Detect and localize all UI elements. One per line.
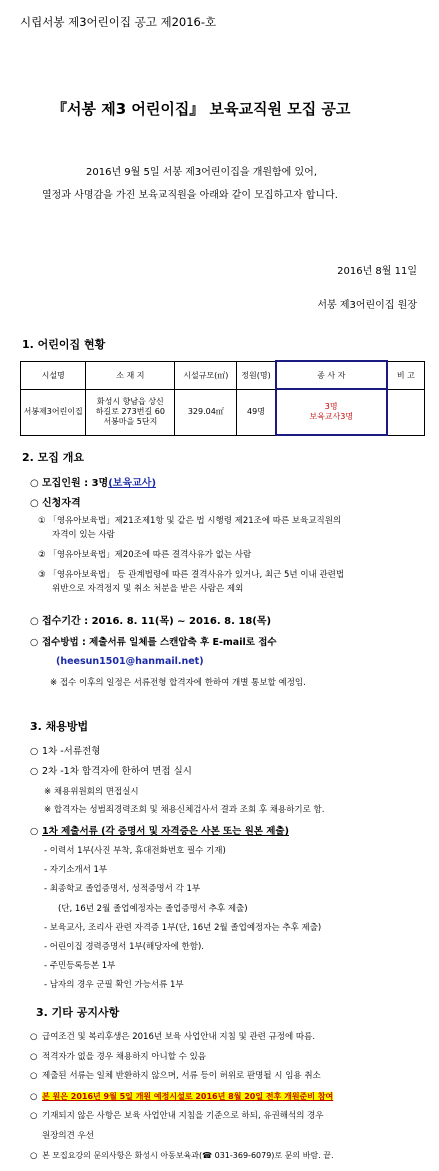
notice-item: ○ 기재되지 않은 사항은 보육 사업안내 지침을 기준으로 하되, 유권해석의 경우 [30,1107,334,1127]
document-item: - 어린이집 경력증명서 1부(해당자에 한함). [44,942,204,953]
step-2-text: 2차 -1차 합격자에 한하여 면접 실시 [42,766,192,777]
page-title: 『서봉 제3 어린이집』 보육교직원 모집 공고 [52,100,351,118]
notice-item: ○ 급여조건 및 복리후생은 2016년 보육 사업안내 지침 및 관련 규정에 따름. [30,1028,334,1048]
table-row [21,389,425,435]
application-email[interactable]: (heesun1501@hanmail.net) [56,656,204,667]
bullet-icon: ○ [30,1151,38,1161]
col-header-name: 시설명 [21,361,86,389]
recruit-count [30,474,156,489]
document-item-cont: (단, 16년 2월 졸업예정자는 졸업증명서 추후 제출) [58,903,248,914]
bullet-icon: ○ [30,746,39,757]
col-header-size: 시설규모(㎡) [175,361,237,389]
address-line: 화성시 향남읍 상신 [96,397,164,406]
signer: 서봉 제3어린이집 원장 [317,300,417,311]
step-note: ※ 채용위원회의 면접실시 [44,787,139,797]
section-3-title: 3. 채용방법 [30,720,89,733]
bullet-icon: ○ [30,616,39,627]
document-item: - 이력서 1부(사진 부착, 휴대전화번호 필수 기재) [44,846,226,856]
bullet-icon: ○ [30,1091,38,1102]
address-line: 하길로 273번길 60 [95,407,165,416]
facility-table [20,360,425,436]
address-line: 서봉마을 5단지 [103,417,158,426]
method-text: 접수방법 : 제출서류 일체를 스캔압축 후 E-mail로 접수 [42,637,277,648]
document-item: - 주민등록등본 1부 [44,961,116,972]
section-1-title: 1. 어린이집 현황 [22,338,106,351]
col-header-address: 소 재 지 [86,361,175,389]
qualification-item-cont: 자격이 있는 사람 [52,530,115,540]
document-item: - 보육교사, 조리사 관련 자격증 1부(단, 16년 2월 졸업예정자는 추후 제출) [44,922,322,933]
bullet-icon: ○ [30,1032,38,1042]
bullet-icon: ○ [30,637,39,648]
cell-name: 서봉제3어린이집 [21,389,86,435]
application-note: ※ 접수 이후의 일정은 서류전형 합격자에 한하여 개별 통보할 예정임. [50,678,306,688]
notice-item-highlight: ○ 본 원은 2016년 9월 5일 개원 예정시설로 2016년 8월 20일 전후 개원준비 참여 [30,1087,334,1108]
document-item: - 자기소개서 1부 [44,865,108,876]
bullet-icon: ○ [30,1071,38,1081]
staff-count: 3명 [324,402,338,411]
recruit-detail: (보육교사) [108,478,157,489]
cell-capacity: 49명 [237,389,276,435]
step-1-text: 1차 -서류전형 [42,746,101,757]
section-2-title: 2. 모집 개요 [22,451,84,464]
step-1 [30,743,100,757]
notice-item-cont: 원장의견 우선 [42,1130,94,1141]
recruit-label: 모집인원 : 3명 [42,478,109,489]
qualification-item-cont: 위반으로 자격정지 및 취소 처분을 받은 사람은 제외 [52,584,244,594]
notice-item: ○ 제출된 서류는 일체 반환하지 않으며, 서류 등이 허위로 판명될 시 임용 취소 [30,1067,334,1087]
notice-item: ○ 적격자가 없을 경우 채용하지 아니할 수 있음 [30,1048,334,1068]
bullet-icon: ○ [30,478,39,489]
bullet-icon: ○ [30,498,39,509]
notice-number: 시립서봉 제3어린이집 공고 제2016-호 [20,15,217,29]
bullet-icon: ○ [30,826,39,837]
table-header-row [21,361,425,389]
col-header-capacity: 정원(명) [237,361,276,389]
step-note: ※ 합격자는 성범죄경력조회 및 채용신체검사서 결과 조회 후 채용하기로 함. [44,805,325,815]
qualification-item: ② 「영유아보육법」제20조에 따른 결격사유가 없는 사람 [38,550,252,560]
cell-staff [276,389,387,435]
qualification-title [30,494,81,509]
period-text: 접수기간 : 2016. 8. 11(목) ~ 2016. 8. 18(목) [42,616,272,627]
bullet-icon: ○ [30,1051,38,1062]
col-header-note: 비 고 [387,361,425,389]
qualification-list [38,514,344,596]
section-4-title: 3. 기타 공지사항 [36,1006,120,1019]
cell-note [387,389,425,435]
document-item: - 최종학교 졸업증명서, 성적증명서 각 1부 [44,884,201,895]
documents-title [30,823,289,837]
qualification-label: 신청자격 [42,498,81,509]
document-item: - 남자의 경우 군필 확인 가능서류 1부 [44,980,184,991]
staff-detail: 보육교사3명 [309,412,354,421]
intro-line-1: 2016년 9월 5일 서봉 제3어린이집을 개원함에 있어, [86,167,318,178]
intro-line-2: 열정과 사명감을 가진 보육교직원을 아래와 같이 모집하고자 합니다. [42,190,338,201]
qualification-item: ③ 「영유아보육법」 등 관계법령에 따른 결격사유가 있거나, 최근 5년 이내 관련법 [38,570,345,580]
cell-address [86,389,175,435]
notice-date: 2016년 8월 11일 [337,266,417,277]
documents-title-text: 1차 제출서류 (각 증명서 및 자격증은 사본 또는 원본 제출) [42,826,289,837]
notice-list [30,1028,334,1167]
col-header-staff: 종 사 자 [276,361,387,389]
notice-item: ○ 본 모집요강의 문의사항은 화성시 아동보육과(☎ 031-369-6079)로 문의 바람. 끝. [30,1146,334,1167]
documents-list [44,842,321,996]
bullet-icon: ○ [30,1111,38,1121]
application-period [30,612,271,627]
bullet-icon: ○ [30,766,39,777]
step-notes [44,783,324,819]
step-2 [30,763,192,777]
cell-size: 329.04㎡ [175,389,237,435]
application-method [30,634,277,648]
qualification-item: ① 「영유아보육법」제21조제1항 및 같은 법 시행령 제21조에 따른 보육교직원의 [38,516,342,526]
